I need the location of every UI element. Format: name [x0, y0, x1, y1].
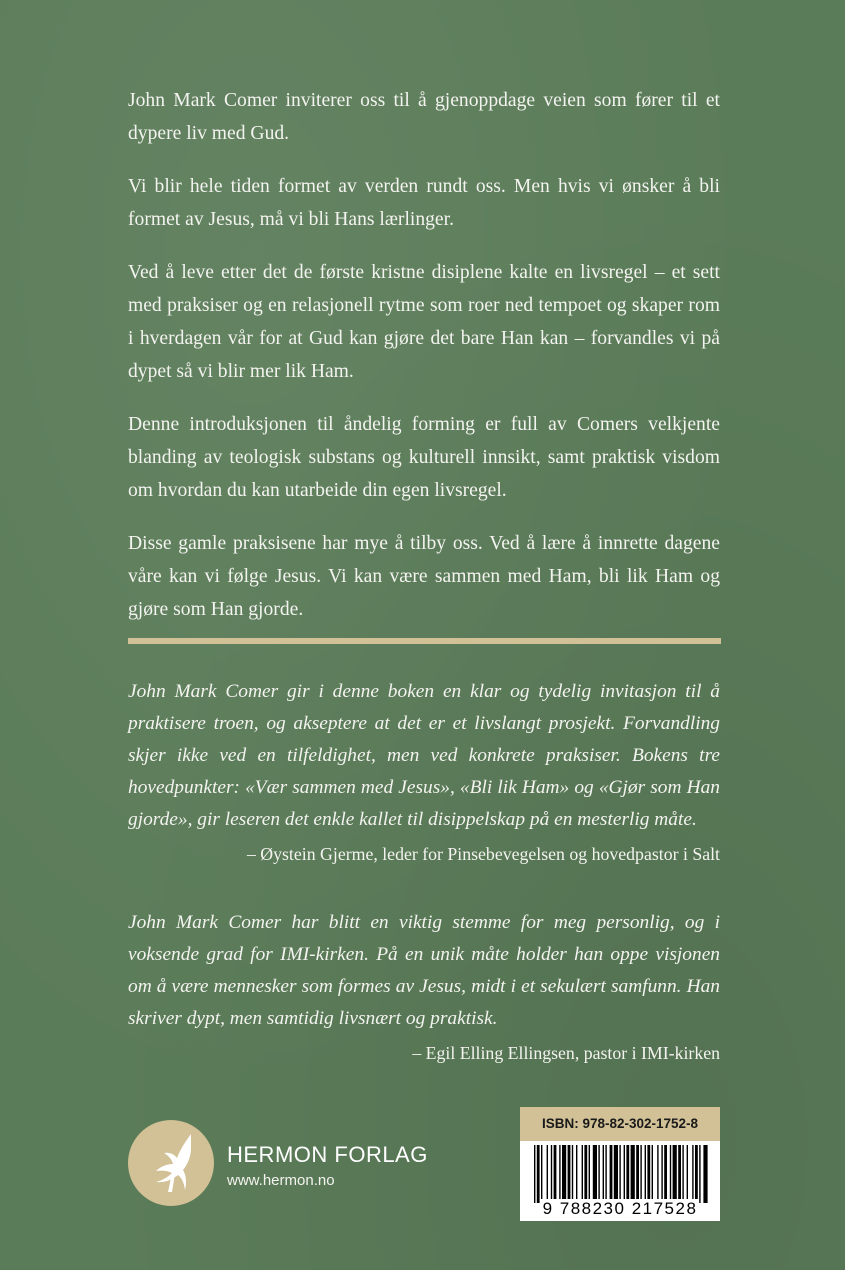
publisher-name: HERMON FORLAG	[227, 1142, 428, 1167]
description-paragraph: Ved å leve etter det de første kristne disiplene kalte en livsregel – et sett med praksiser og en relasjonell rytme som roer ned tempoet og skaper rom i hverdagen vår for at Gud kan gjøre det bare Han kan – forvandles vi på dypet så vi blir mer lik Ham.	[128, 262, 720, 382]
endorsement	[128, 907, 720, 1069]
barcode-number: 9 788230 217528	[542, 1199, 698, 1218]
description-paragraph: Disse gamle praksisene har mye å tilby oss. Ved å lære å innrette dagene våre kan vi følge Jesus. Vi kan være sammen med Ham, bli lik Ham og gjøre som Han gjorde.	[128, 533, 720, 620]
description	[128, 84, 720, 646]
endorsements	[128, 676, 720, 1069]
endorsement-quote: John Mark Comer har blitt en viktig stemme for meg personlig, og i voksende grad for IMI-kirken. På en unik måte holder han oppe visjonen om å være mennesker som formes av Jesus, midt i et sekulært samfunn. Han skriver dypt, men samtidig livsnært og praktisk.	[128, 912, 720, 1029]
description-paragraph: Vi blir hele tiden formet av verden rundt oss. Men hvis vi ønsker å bli formet av Jesus, må vi bli Hans lærlinger.	[128, 176, 720, 230]
description-paragraph: John Mark Comer inviterer oss til å gjenoppdage veien som fører til et dypere liv med Gud.	[128, 90, 720, 144]
endorsement-quote: John Mark Comer gir i denne boken en klar og tydelig invitasjon til å praktisere troen, og akseptere at det er et livslangt prosjekt. Forvandling skjer ikke ved en tilfeldighet, men ved konkrete praksiser. Bokens tre hovedpunkter: «Vær sammen med Jesus», «Bli lik Ham» og «Gjør som Han gjorde», gir leseren det enkle kallet til disippelskap på en mesterlig måte.	[128, 681, 720, 830]
publisher-website: www.hermon.no	[227, 1172, 335, 1189]
isbn-label: ISBN: 978-82-302-1752-8	[520, 1107, 720, 1141]
endorsement-attribution: – Egil Elling Ellingsen, pastor i IMI-kirken	[412, 1043, 720, 1063]
dove-icon	[128, 1120, 214, 1206]
divider	[128, 638, 721, 644]
description-paragraph: Denne introduksjonen til åndelig forming er full av Comers velkjente blanding av teologisk substans og kulturell innsikt, samt praktisk visdom om hvordan du kan utarbeide din egen livsregel.	[128, 414, 720, 501]
endorsement	[128, 676, 720, 870]
endorsement-attribution: – Øystein Gjerme, leder for Pinsebevegelsen og hovedpastor i Salt	[246, 844, 720, 864]
barcode	[520, 1141, 720, 1221]
